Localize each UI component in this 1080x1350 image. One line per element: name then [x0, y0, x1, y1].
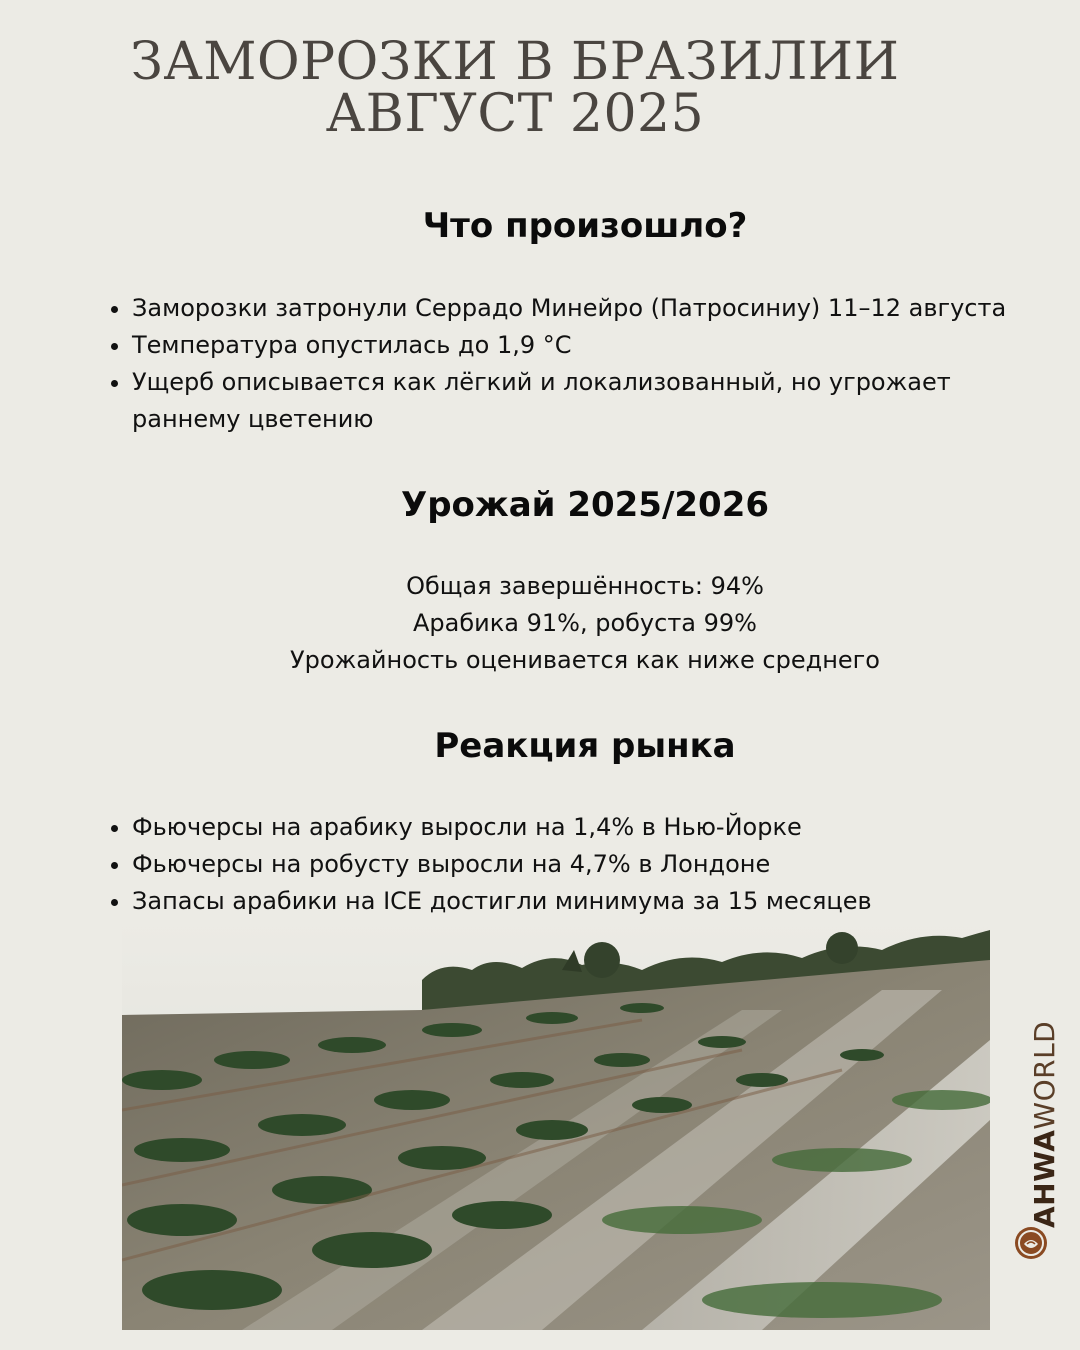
what-happened-list — [108, 290, 1062, 438]
photo-illustration — [122, 920, 990, 1330]
list-item: • Заморозки затронули Серрадо Минейро (Патросиниу) 11–12 августа — [132, 290, 1062, 327]
page-title-line2: АВГУСТ 2025 — [325, 84, 705, 144]
page-title-line1: ЗАМОРОЗКИ В БРАЗИЛИИ — [130, 32, 900, 92]
market-reaction-list — [108, 809, 1062, 920]
list-item: • Ущерб описывается как лёгкий и локализованный, но угрожает раннему цветению — [132, 364, 1062, 438]
brand-logo-light: WORLD — [1028, 1020, 1061, 1130]
harvest-arabica-robusta: Арабика 91%, робуста 99% — [413, 609, 757, 637]
coffee-cup-icon — [1014, 1226, 1048, 1260]
brand-logo — [1030, 1021, 1060, 1228]
harvest-summary — [80, 568, 1080, 679]
section-heading-what-happened: Что произошло? — [422, 206, 748, 246]
list-item: • Фьючерсы на робусту выросли на 4,7% в Лондоне — [132, 846, 1062, 883]
list-item: • Фьючерсы на арабику выросли на 1,4% в Нью-Йорке — [132, 809, 1062, 846]
list-item: • Запасы арабики на ICE достигли минимума за 15 месяцев — [132, 883, 1062, 920]
list-item: • Температура опустилась до 1,9 °С — [132, 327, 1062, 364]
section-heading-harvest: Урожай 2025/2026 — [400, 485, 770, 525]
harvest-completion: Общая завершённость: 94% — [406, 572, 764, 600]
page-title — [0, 32, 1030, 144]
frosted-coffee-field-photo — [122, 920, 990, 1330]
brand-logo-bold: AHWA — [1028, 1129, 1061, 1228]
section-heading-market: Реакция рынка — [434, 726, 736, 766]
harvest-yield: Урожайность оценивается как ниже среднего — [290, 646, 880, 674]
